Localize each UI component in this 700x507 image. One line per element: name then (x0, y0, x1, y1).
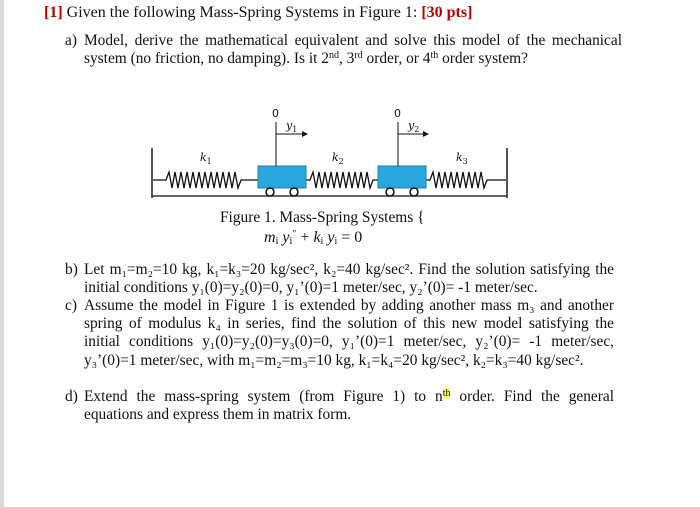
question-a-text-1: Model, derive the mathematical equivalent and solve this model of the mechanical system (no friction, no damping). Is it 2 (84, 32, 622, 68)
eq-equals-zero: = 0 (337, 229, 363, 246)
zero-label-1: 0 (272, 107, 279, 120)
eq-double-prime: ″ (292, 229, 297, 240)
question-b-text: Let m₁=m₂=10 kg, k₁=k₃=20 kg/sec², k₂=40 kg/sec². Find the solution satisfying the initial conditions y₁(0)=y₂(0)=0, y₁’(0)=1 meter/sec, y₂’(0)= -1 meter/sec. (84, 261, 614, 297)
question-c (65, 297, 614, 370)
question-c-text: Assume the model in Figure 1 is extended by adding another mass m₃ and another spring of modulus k₄ in series, find the solution of this new model satisfying the initial conditions y₁(0)=y₂(0)=y₃(0)=0, y₁’(0)=1 meter/sec, y₂’(0)= -1 meter/sec, y₃’(0)=1 meter/sec, with m₁=m₂=m₃=10 kg, k₁=k₄=20 kg/sec², k₂=k₃=40 kg/sec². (84, 297, 614, 369)
k2-label (332, 151, 344, 166)
k1-subscript: 1 (206, 157, 212, 166)
question-d-sup-th: th (442, 388, 451, 399)
eq-k-sub: i (320, 236, 324, 247)
question-d-text-2: order. Find the general equations and express them in matrix form. (84, 388, 614, 424)
k3-letter: k (456, 151, 463, 164)
question-a-sup-th: th (430, 50, 439, 62)
k2-letter: k (332, 151, 339, 164)
problem-title (44, 4, 472, 22)
y1-subscript: 1 (292, 125, 298, 134)
problem-title-text: Given the following Mass-Spring Systems in Figure 1: (66, 4, 418, 21)
spring-k3 (426, 172, 506, 188)
question-d (65, 388, 614, 424)
question-a-text-3: order, or 4 (362, 50, 431, 68)
question-b-label: b) (65, 261, 78, 278)
y2-subscript: 2 (414, 125, 420, 134)
mass-2-wheel-left (386, 188, 394, 196)
eq-m: m (264, 229, 276, 246)
mass-1-wheel-left (266, 188, 274, 196)
y1-arrow-head (302, 131, 308, 137)
question-c-label: c) (65, 297, 77, 314)
eq-m-sub: i (275, 236, 279, 247)
k3-subscript: 3 (462, 157, 468, 166)
eq-y2-sub: i (334, 236, 338, 247)
mass-spring-figure (150, 100, 510, 212)
mass-2-wheel-right (410, 188, 418, 196)
question-a-label: a) (65, 32, 77, 49)
mass-1 (258, 166, 306, 188)
question-a-sup-nd: nd (328, 50, 339, 62)
spring-k2 (306, 172, 378, 188)
y2-letter: y (408, 119, 415, 132)
k3-label (456, 151, 468, 166)
eq-y: y (282, 229, 290, 246)
k2-subscript: 2 (338, 157, 344, 166)
y2-label (407, 119, 419, 134)
question-d-label: d) (65, 388, 78, 405)
eq-k: k (313, 229, 321, 246)
eq-plus: + (296, 229, 314, 246)
governing-equation (264, 228, 362, 248)
mass-1-wheel-right (290, 188, 298, 196)
eq-y-sub: i (289, 236, 293, 247)
question-a-text-4: order system? (438, 50, 528, 68)
question-a-text-2: , 3 (338, 50, 355, 68)
figure-caption: Figure 1. Mass-Spring Systems { (220, 209, 425, 226)
k1-label (200, 151, 212, 166)
question-b (65, 261, 614, 297)
problem-points: [30 pts] (421, 4, 473, 21)
mass-2 (378, 166, 426, 188)
question-a (65, 32, 622, 68)
spring-k1 (153, 172, 258, 188)
y1-label (285, 119, 297, 134)
question-d-text-1: Extend the mass-spring system (from Figure 1) to n (84, 388, 443, 405)
y1-letter: y (286, 119, 293, 132)
k1-letter: k (200, 151, 207, 164)
y2-arrow-head (423, 131, 429, 137)
question-a-sup-rd: rd (354, 50, 363, 62)
eq-y2: y (327, 229, 335, 246)
zero-label-2: 0 (394, 107, 401, 120)
problem-number: [1] (44, 4, 63, 21)
